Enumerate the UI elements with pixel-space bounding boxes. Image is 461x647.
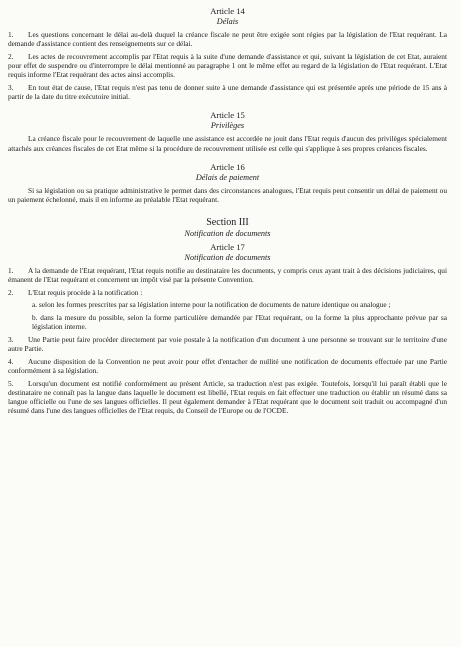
paragraph-number: 2. — [8, 51, 14, 61]
article-15-subtitle: Privilèges — [210, 121, 245, 131]
section-3-title: Section III — [206, 217, 249, 228]
paragraph-text: L'Etat requis procède à la notification : — [28, 287, 143, 297]
section-3-subtitle: Notification de documents — [184, 229, 271, 238]
article-17-paragraph-4 — [8, 357, 447, 375]
paragraph-number: 1. — [8, 30, 14, 39]
article-14-title: Article 14 — [210, 6, 245, 16]
article-14-subtitle: Délais — [216, 17, 239, 26]
article-17-paragraph-2-item-b: b. dans la mesure du possible, selon la forme particulière demandée par l'Etat requérant, ou la forme la plus approchante prévue par sa législation interne. — [32, 313, 447, 332]
paragraph-text: A la demande de l'Etat requérant, l'Etat requis notifie au destinataire les documents, y compris ceux ayant trait à des décisions judiciaires, qui émanent de l'Etat requérant et concernent un impôt visé par la présente Convention. — [8, 266, 447, 285]
paragraph-text: Une Partie peut faire procéder directement par voie postale à la notification d'un document à une personne se trouvant sur le territoire d'une autre Partie. — [8, 334, 447, 354]
article-17-paragraph-2 — [8, 288, 447, 297]
article-17-title: Article 17 — [210, 242, 245, 252]
article-14-paragraph-1 — [8, 30, 447, 48]
paragraph-text: Les actes de recouvrement accomplis par l'Etat requis à la suite d'une demande d'assistance et qui, suivant la législation de cet Etat, auraient pour effet de suspendre ou d'interrompre le délai mentionné au paragraphe 1 ont le même effet au regard de la législation de l'Etat requérant. L'Etat requis informe l'Etat requérant des actes ainsi accomplis. — [8, 51, 447, 79]
paragraph-number: 4. — [8, 356, 14, 366]
article-17-paragraph-2-item-a: a. selon les formes prescrites par sa législation interne pour la notification de documents de nature identique ou analogue ; — [32, 300, 391, 310]
article-14-paragraph-3 — [8, 83, 447, 101]
paragraph-text: Les questions concernant le délai au-delà duquel la créance fiscale ne peut être exigée sont régies par la législation de l'Etat requérant. La demande d'assistance contient des renseignements sur ce délai. — [8, 30, 447, 49]
article-15-title: Article 15 — [210, 110, 245, 121]
paragraph-number: 5. — [8, 378, 14, 388]
article-17-paragraph-5 — [8, 379, 447, 415]
article-17-subtitle: Notification de documents — [184, 253, 271, 262]
paragraph-text: Aucune disposition de la Convention ne peut avoir pour effet d'entacher de nullité une notification de documents effectuée par une Partie conformément à sa législation. — [8, 356, 447, 375]
paragraph-number: 3. — [8, 334, 14, 344]
paragraph-text: Lorsqu'un document est notifié conformément au présent Article, sa traduction n'est pas exigée. Toutefois, lorsqu'il lui paraît établi que le destinataire ne connaît pas la langue dans laquelle le document est libellé, l'Etat requis en fait effectuer une traduction ou établir un résumé dans sa langue officielle ou l'une de ses langues officielles. Il peut également demander à l'Etat requérant que le document soit traduit ou accompagné d'un résumé dans l'une des langues officielles de l'Etat requis, du Conseil de l'Europe ou de l'OCDE. — [8, 378, 447, 415]
paragraph-number: 1. — [8, 266, 14, 275]
spacer — [8, 208, 447, 215]
article-16-paragraph: Si sa législation ou sa pratique administrative le permet dans des circonstances analogues, l'Etat requis peut consentir un délai de paiement ou un paiement échelonné, mais il en informe au préalable l'Etat requérant. — [8, 186, 447, 205]
paragraph-number: 2. — [8, 287, 14, 297]
article-17-paragraph-3 — [8, 335, 447, 353]
article-16-subtitle: Délais de paiement — [195, 173, 260, 183]
article-16-title: Article 16 — [210, 162, 245, 173]
article-17-paragraph-1 — [8, 266, 447, 284]
paragraph-number: 3. — [8, 82, 14, 92]
article-15-paragraph: La créance fiscale pour le recouvrement de laquelle une assistance est accordée ne jouit dans l'Etat requis d'aucun des privilèges spécialement attachés aux créances fiscales de cet Etat même si la procédure de recouvrement utilisée est celle qui s'applique à ses propres créances fiscales. — [8, 134, 447, 153]
article-14-paragraph-2 — [8, 52, 447, 79]
paragraph-text: En tout état de cause, l'Etat requis n'est pas tenu de donner suite à une demande d'assistance qui est présentée après une période de 15 ans à partir de la date du titre exécutoire initial. — [8, 82, 447, 101]
